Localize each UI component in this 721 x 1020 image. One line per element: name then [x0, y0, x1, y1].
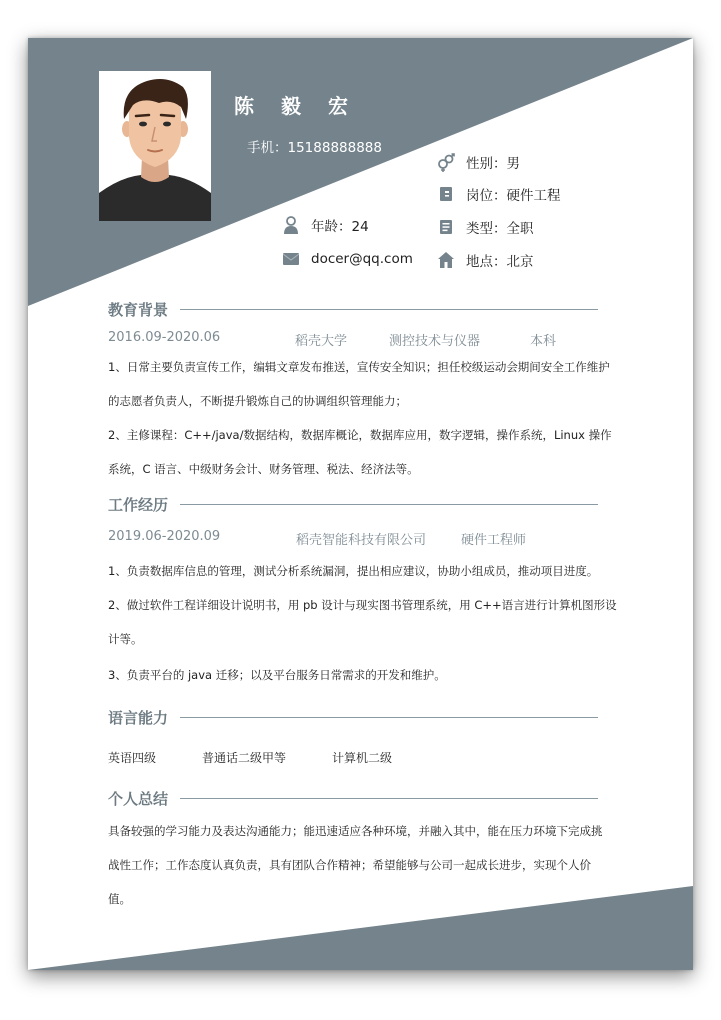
gender-text: 性别：男	[466, 156, 520, 172]
person-icon	[281, 215, 301, 235]
education-school: 稻壳大学	[295, 334, 348, 349]
language-item: 计算机二级	[332, 751, 393, 765]
type-info	[436, 217, 534, 237]
education-degree: 本科	[530, 334, 557, 349]
language-divider	[180, 717, 598, 718]
summary-paragraph: 具备较强的学习能力及表达沟通能力；能迅速适应各种环境，并融入其中，能在压力环境下完成挑战性工作；工作态度认真负责，具有团队合作精神；希望能够与公司一起成长进步，实现个人价值。	[108, 824, 603, 906]
education-major: 测控技术与仪器	[389, 334, 481, 349]
position-info	[436, 184, 561, 204]
email-text: docer@qq.com	[311, 251, 413, 267]
language-item: 普通话二级甲等	[202, 751, 287, 765]
resume-page	[28, 38, 693, 970]
work-paragraph-1: 1、负责数据库信息的管理，测试分析系统漏洞，提出相应建议，协助小组成员，推动项目进度。	[108, 564, 599, 578]
work-title: 工作经历	[108, 495, 169, 514]
work-paragraph-2: 2、做过软件工程详细设计说明书，用 pb 设计与现实图书管理系统，用 C++语言进行计算机图形设计等。	[108, 598, 617, 646]
email-info	[281, 249, 413, 269]
education-paragraph-2: 2、主修课程：C++/java/数据结构，数据库概论，数据库应用，数字逻辑，操作系统，Linux 操作系统，C 语言、中级财务会计、财务管理、税法、经济法等。	[108, 428, 612, 476]
briefcase-icon	[436, 184, 456, 204]
age-info	[281, 215, 369, 235]
gender-info	[436, 152, 520, 172]
summary-divider	[180, 798, 598, 799]
age-text: 年龄：24	[311, 219, 369, 235]
language-heading	[108, 705, 598, 729]
profile-photo	[99, 71, 211, 221]
location-info	[436, 250, 534, 270]
work-heading	[108, 492, 598, 516]
avatar	[99, 71, 211, 221]
work-company: 稻壳智能科技有限公司	[296, 533, 427, 548]
phone-number: 手机：15188888888	[247, 140, 382, 156]
home-icon	[436, 250, 456, 270]
position-text: 岗位：硬件工程	[466, 188, 561, 204]
work-paragraph-3: 3、负责平台的 java 迁移；以及平台服务日常需求的开发和维护。	[108, 668, 446, 682]
summary-heading	[108, 786, 598, 810]
language-title: 语言能力	[108, 708, 169, 727]
envelope-icon	[281, 249, 301, 269]
candidate-name: 陈 毅 宏	[234, 94, 358, 118]
work-divider	[180, 504, 598, 505]
type-text: 类型：全职	[466, 221, 534, 237]
education-heading	[108, 297, 598, 321]
education-divider	[180, 309, 598, 310]
education-period: 2016.09-2020.06	[108, 330, 221, 345]
work-role: 硬件工程师	[461, 533, 527, 548]
gender-icon	[436, 152, 456, 172]
education-title: 教育背景	[108, 300, 169, 319]
education-paragraph-1: 1、日常主要负责宣传工作，编辑文章发布推送，宣传安全知识；担任校级运动会期间安全工作维护的志愿者负责人，不断提升锻炼自己的协调组织管理能力；	[108, 360, 610, 408]
summary-title: 个人总结	[108, 789, 169, 808]
language-item: 英语四级	[108, 751, 157, 765]
document-icon	[436, 217, 456, 237]
work-period: 2019.06-2020.09	[108, 529, 221, 544]
location-text: 地点：北京	[466, 254, 534, 270]
